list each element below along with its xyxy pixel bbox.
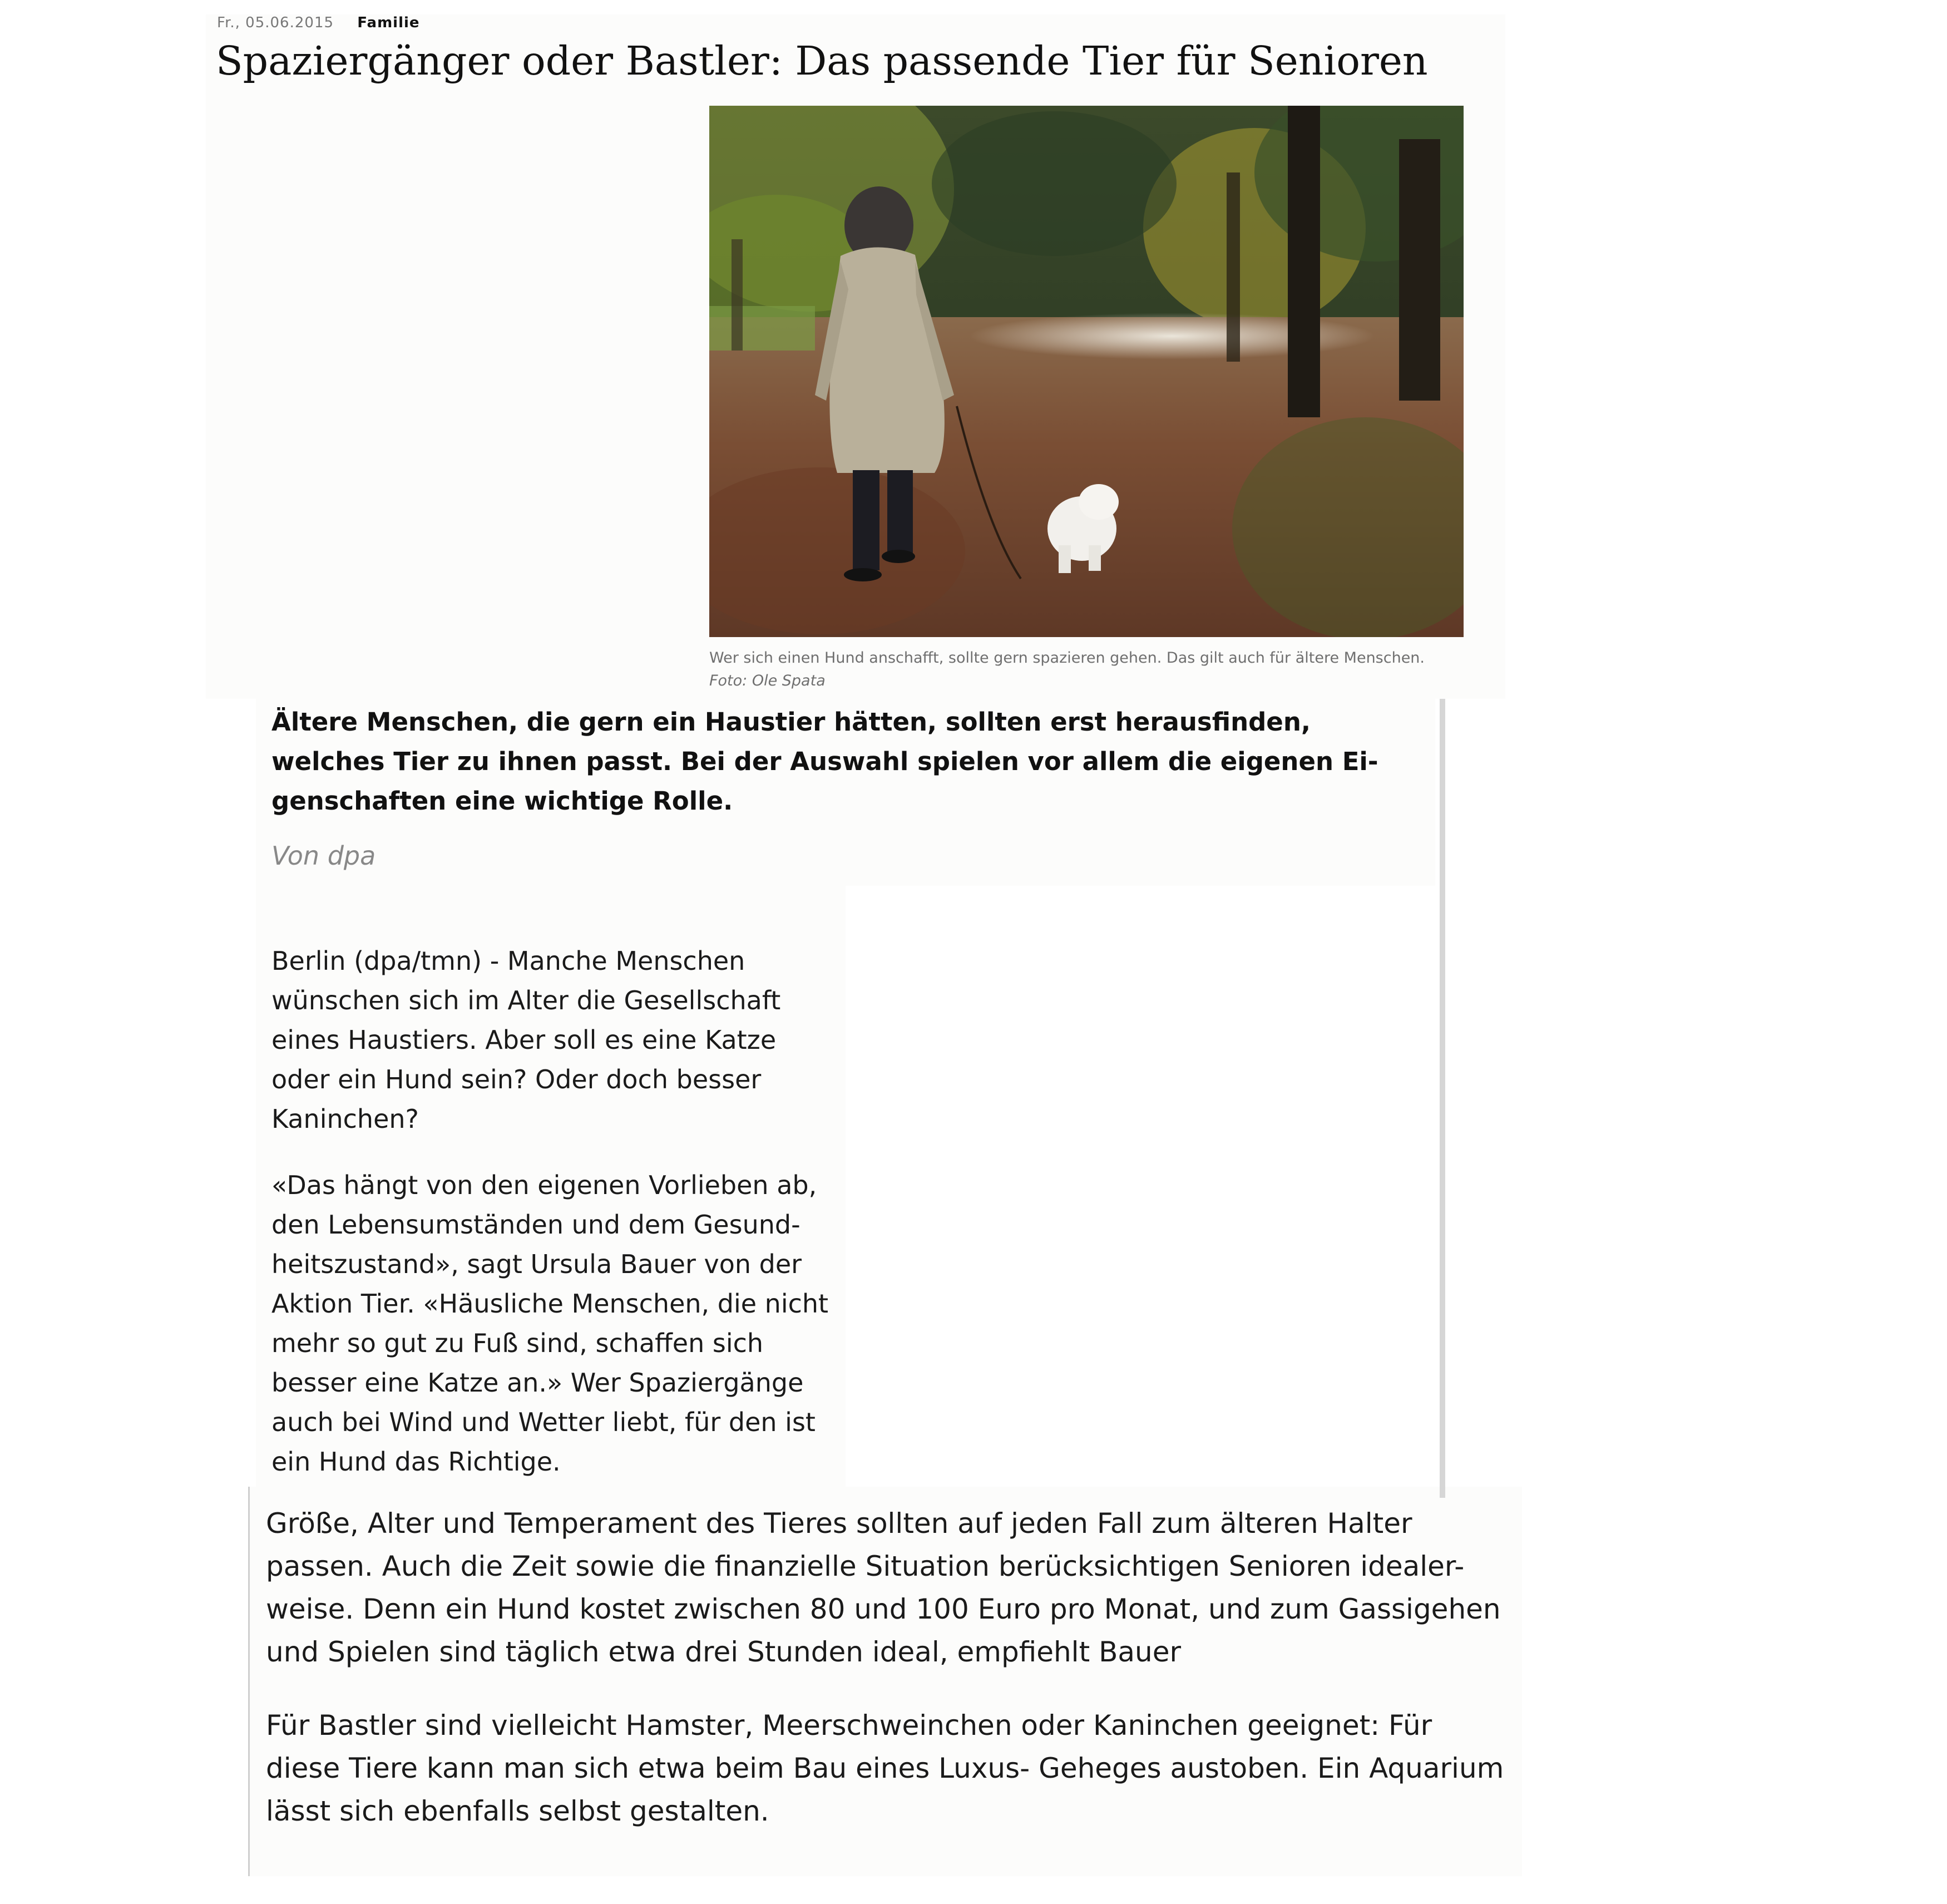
paragraph: Größe, Alter und Temperament des Tieres sollten auf jeden Fall zum älteren Halter passen. Auch die Zeit sowie die finanzielle Situation berücksichtigen Senioren idealer-weise. Denn ein Hund kostet zwischen 80 und 100 Euro pro Monat, und zum Gassigehen und Spielen sind täglich etwa drei Stunden ideal, empfiehlt Bauer — [266, 1507, 1501, 1668]
photo-caption — [709, 647, 1464, 692]
photo-credit: Foto: Ole Spata — [709, 672, 826, 689]
paragraph: Berlin (dpa/tmn) - Manche Menschen wünschen sich im Alter die Gesellschaft eines Haustiers. Aber soll es eine Katze oder ein Hund sein? Oder doch besser Kaninchen? — [271, 946, 781, 1134]
article-byline: Von dpa — [271, 841, 376, 871]
article-body-continued — [266, 1502, 1512, 1863]
article-photo — [709, 106, 1464, 637]
article-lead: Ältere Menschen, die gern ein Haustier hätten, sollten erst herausfinden, welches Tier zu ihnen passt. Bei der Auswahl spielen vor allem die eigenen Ei-genschaften eine wichtige Rolle. — [271, 707, 1378, 816]
column-divider-left — [248, 1487, 250, 1876]
article-category-link[interactable]: Familie — [357, 14, 420, 31]
article-date: Fr., 05.06.2015 — [217, 14, 334, 31]
article-body — [271, 941, 839, 1508]
paragraph: Für Bastler sind vielleicht Hamster, Meerschweinchen oder Kaninchen geeignet: Für diese Tiere kann man sich etwa beim Bau eines Luxus- Geheges austoben. Ein Aquarium lässt sich ebenfalls selbst gestalten. — [266, 1709, 1504, 1827]
caption-text: Wer sich einen Hund anschafft, sollte gern spazieren gehen. Das gilt auch für ältere Menschen. — [709, 649, 1425, 667]
article-headline: Spaziergänger oder Bastler: Das passende Tier für Senioren — [216, 38, 1428, 84]
paragraph: «Das hängt von den eigenen Vorlieben ab, den Lebensumständen und dem Gesund-heitszustand», sagt Ursula Bauer von der Aktion Tier. «Häusliche Menschen, die nicht mehr so gut zu Fuß sind, schaffen sich besser eine Katze an.» Wer Spaziergänge auch bei Wind und Wetter liebt, für den ist ein Hund das Richtige. — [271, 1170, 829, 1477]
column-divider — [1440, 699, 1445, 1498]
article-meta — [217, 14, 420, 31]
